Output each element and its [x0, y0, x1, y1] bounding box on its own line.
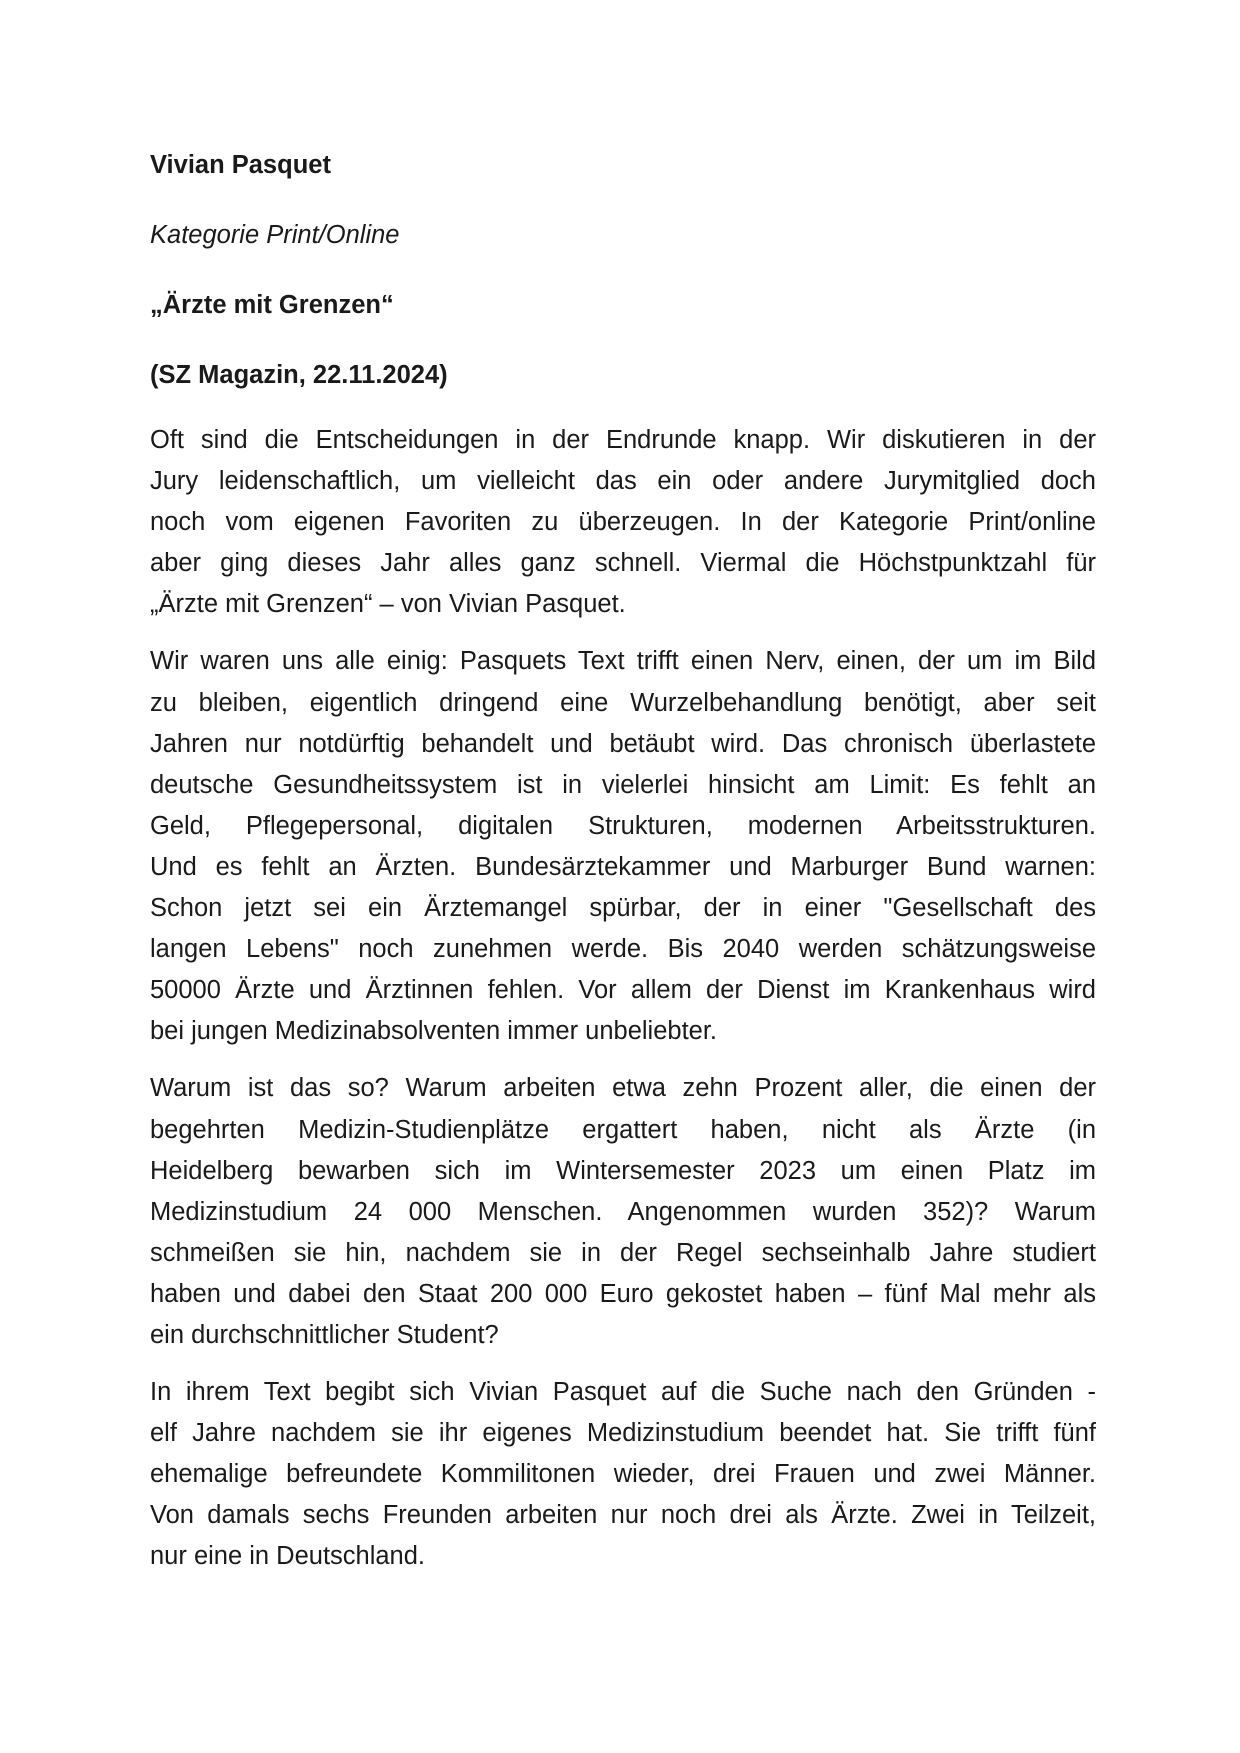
article-title: „Ärzte mit Grenzen“: [150, 291, 394, 319]
text-line: Heidelberg bewarben sich im Wintersemester 2023 um einen Platz im: [150, 1156, 1096, 1185]
category-label: Kategorie Print/Online: [150, 221, 400, 249]
paragraph-2: [150, 641, 1096, 1052]
paragraph-4: [150, 1372, 1096, 1577]
text-line: Geld, Pflegepersonal, digitalen Strukturen, modernen Arbeitsstrukturen.: [150, 811, 1096, 840]
text-line: elf Jahre nachdem sie ihr eigenes Medizinstudium beendet hat. Sie trifft fünf: [150, 1419, 1096, 1448]
text-line: Und es fehlt an Ärzten. Bundesärztekammer und Marburger Bund warnen:: [150, 852, 1096, 881]
paragraph-3: [150, 1068, 1096, 1356]
text-line: Von damals sechs Freunden arbeiten nur noch drei als Ärzte. Zwei in Teilzeit,: [150, 1501, 1096, 1530]
text-line: Warum ist das so? Warum arbeiten etwa zehn Prozent aller, die einen der: [150, 1074, 1096, 1103]
text-line: bei jungen Medizinabsolventen immer unbeliebter.: [150, 1017, 718, 1046]
text-line: haben und dabei den Staat 200 000 Euro gekostet haben – fünf Mal mehr als: [150, 1279, 1096, 1308]
text-line: In ihrem Text begibt sich Vivian Pasquet auf die Suche nach den Gründen -: [150, 1378, 1096, 1407]
text-line: Oft sind die Entscheidungen in der Endrunde knapp. Wir diskutieren in der: [150, 426, 1096, 454]
article-source: (SZ Magazin, 22.11.2024): [150, 361, 448, 389]
text-line: Medizinstudium 24 000 Menschen. Angenommen wurden 352)? Warum: [150, 1197, 1096, 1226]
text-line: deutsche Gesundheitssystem ist in vielerlei hinsicht am Limit: Es fehlt an: [150, 770, 1096, 799]
text-line: ehemalige befreundete Kommilitonen wieder, drei Frauen und zwei Männer.: [150, 1460, 1096, 1489]
author-name: Vivian Pasquet: [150, 151, 331, 179]
text-line: langen Lebens" noch zunehmen werde. Bis 2040 werden schätzungsweise: [150, 935, 1096, 964]
text-line: schmeißen sie hin, nachdem sie in der Regel sechseinhalb Jahre studiert: [150, 1238, 1096, 1267]
text-line: noch vom eigenen Favoriten zu überzeugen. In der Kategorie Print/online: [150, 508, 1096, 537]
text-line: ein durchschnittlicher Student?: [150, 1320, 499, 1349]
text-line: Schon jetzt sei ein Ärztemangel spürbar, der in einer "Gesellschaft des: [150, 894, 1096, 923]
text-line: Wir waren uns alle einig: Pasquets Text trifft einen Nerv, einen, der um im Bild: [150, 647, 1096, 676]
text-line: zu bleiben, eigentlich dringend eine Wurzelbehandlung benötigt, aber seit: [150, 688, 1096, 717]
text-line: Jahren nur notdürftig behandelt und betäubt wird. Das chronisch überlastete: [150, 729, 1096, 758]
text-line: Jury leidenschaftlich, um vielleicht das ein oder andere Jurymitglied doch: [150, 467, 1096, 496]
text-line: nur eine in Deutschland.: [150, 1542, 426, 1571]
paragraph-1: [150, 420, 1096, 625]
text-line: aber ging dieses Jahr alles ganz schnell. Viermal die Höchstpunktzahl für: [150, 549, 1096, 578]
document-page: [150, 145, 1096, 1594]
text-line: 50000 Ärzte und Ärztinnen fehlen. Vor allem der Dienst im Krankenhaus wird: [150, 976, 1096, 1005]
text-line: „Ärzte mit Grenzen“ – von Vivian Pasquet.: [150, 590, 626, 619]
text-line: begehrten Medizin-Studienplätze ergattert haben, nicht als Ärzte (in: [150, 1115, 1096, 1144]
